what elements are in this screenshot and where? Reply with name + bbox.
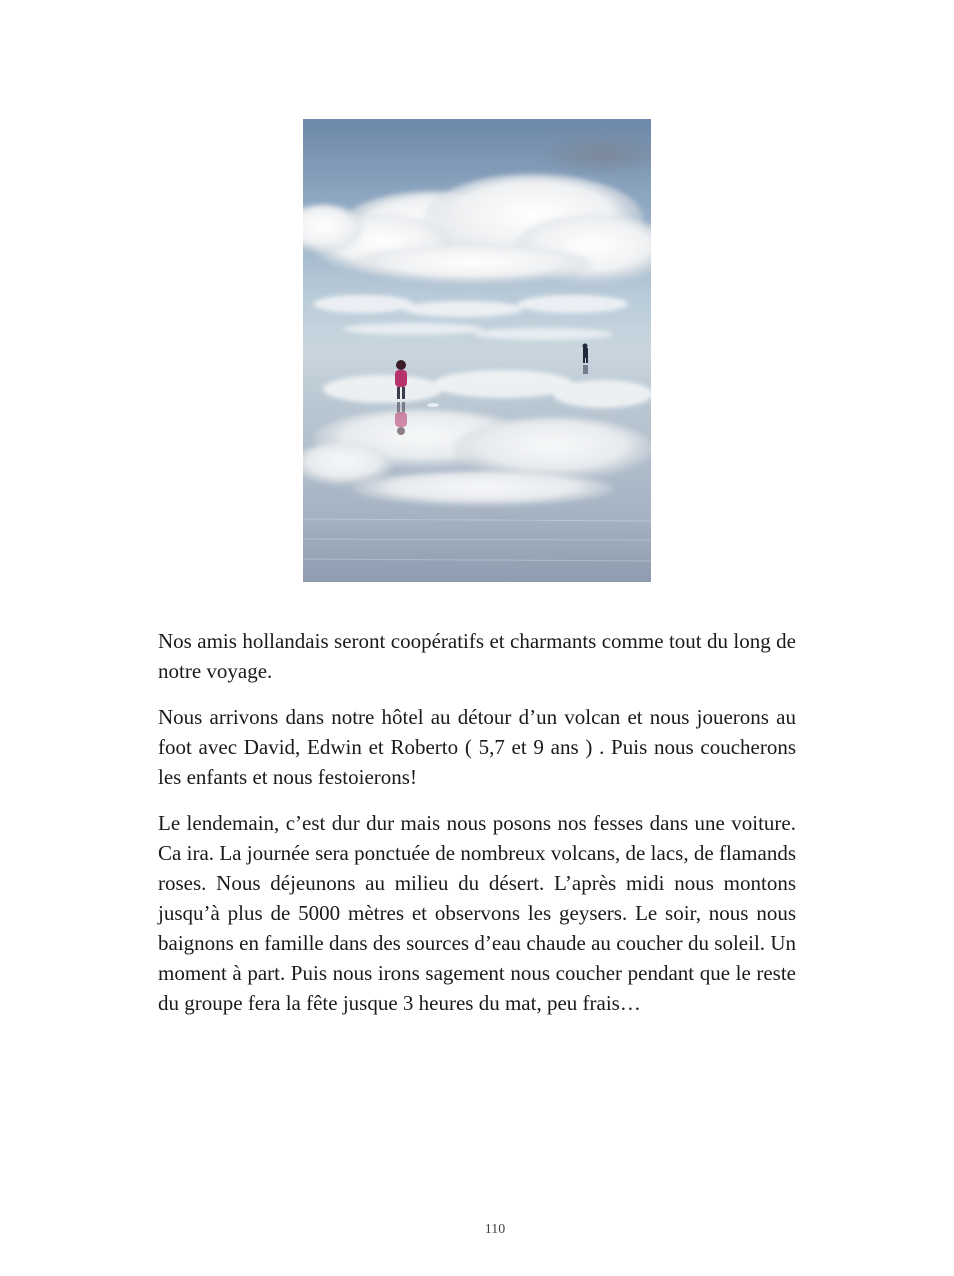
paragraph: Nos amis hollandais seront coopératifs et charmants comme tout du long de notre voyage.: [158, 629, 796, 683]
salt-flat-photo: [303, 119, 651, 582]
body-text: [158, 626, 796, 1034]
page-number: 110: [484, 1222, 506, 1237]
paragraph: Le lendemain, c’est dur dur mais nous posons nos fesses dans une voiture. Ca ira. La journée sera ponctuée de nombreux volcans, de lacs, de flamands roses. Nous déjeunons au milieu du désert. L’après midi nous montons jusqu’à plus de 5000 mètres et observons les geysers. Le soir, nous nous baignons en famille dans des sources d’eau chaude au coucher du soleil. Un moment à part. Puis nous irons sagement nous coucher pendant que le reste du groupe fera la fête jusque 3 heures du mat, peu frais…: [158, 811, 796, 1015]
paragraph: Nous arrivons dans notre hôtel au détour d’un volcan et nous jouerons au foot avec David, Edwin et Roberto ( 5,7 et 9 ans ) . Puis nous coucherons les enfants et nous festoierons!: [158, 705, 796, 789]
